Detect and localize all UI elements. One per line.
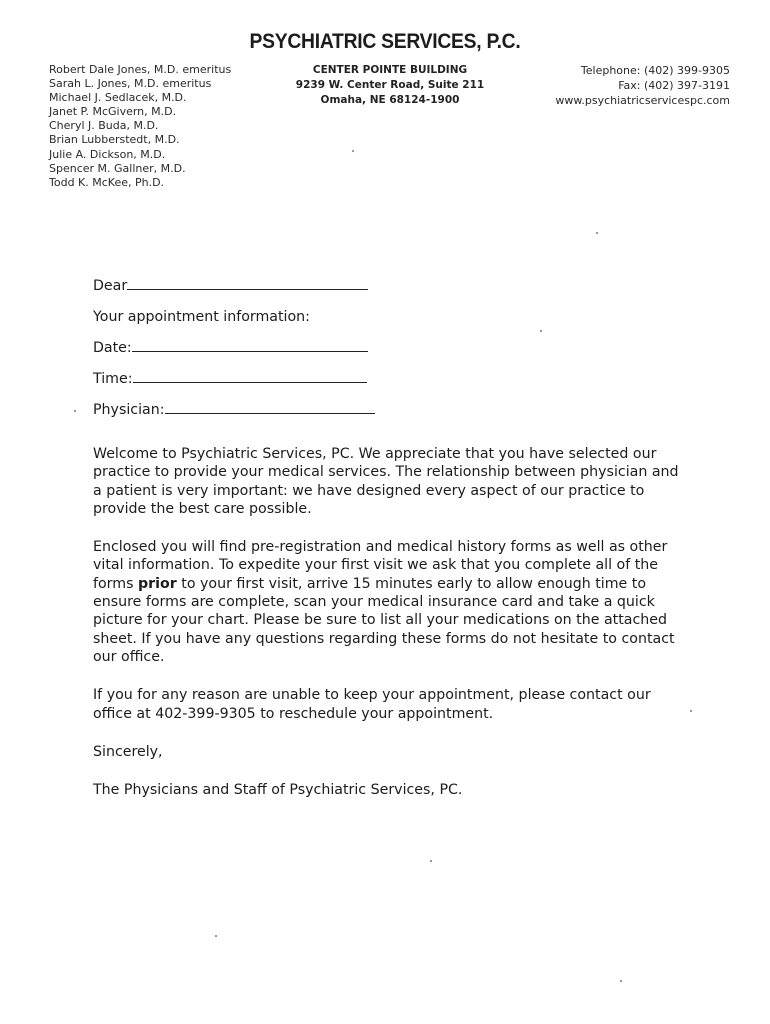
physician-blank[interactable] [165,400,375,414]
physician-field [93,400,683,431]
date-field [93,338,683,369]
website: www.psychiatricservicespc.com [555,94,730,107]
scan-speck [215,935,217,937]
scan-speck [596,232,598,234]
physician-name: Spencer M. Gallner, M.D. [49,161,186,175]
physician-name: Julie A. Dickson, M.D. [49,147,166,161]
dear-blank[interactable] [127,276,368,290]
physician-name: Sarah L. Jones, M.D. emeritus [49,77,212,91]
physician-name: Brian Lubberstedt, M.D. [49,133,180,147]
time-label: Time: [93,371,133,387]
date-blank[interactable] [132,338,368,352]
fax: Fax: (402) 397-3191 [618,79,730,92]
forms-text-after: to your first visit, arrive 15 minutes early to allow enough time to ensure forms are complete, scan your medical insurance card and take a quick picture for your chart. Please be sure to list all your medications on the attached sheet. If you have any questions regarding these forms do not hesitate to contact our office. [93,575,675,665]
physician-name: Todd K. McKee, Ph.D. [49,175,165,189]
prior-emphasis: prior [137,575,177,592]
appointment-heading: Your appointment information: [93,309,310,325]
physician-list [49,63,231,190]
dear-field [93,276,683,307]
telephone: Telephone: (402) 399-9305 [580,64,730,77]
physician-name: Cheryl J. Buda, M.D. [49,119,159,133]
letter-body [93,276,683,799]
time-field [93,369,683,400]
scan-speck [430,860,432,862]
physician-name: Janet P. McGivern, M.D. [49,105,177,119]
forms-text-before: Enclosed you will find pre-registration and medical history forms as well as other vital information. To expedite your first visit we ask that you complete all of the forms [93,539,668,592]
office-address [270,63,510,108]
physician-name: Michael J. Sedlacek, M.D. [49,91,187,105]
dear-label: Dear [93,278,128,294]
signature: The Physicians and Staff of Psychiatric Services, PC. [93,782,463,799]
physician-label: Physician: [93,402,165,418]
scan-speck [352,150,354,152]
forms-paragraph [93,538,683,666]
closing: Sincerely, [93,743,163,760]
reschedule-paragraph: If you for any reason are unable to keep your appointment, please contact our office at 402-399-9305 to reschedule your appointment. [93,687,651,722]
scan-speck [690,710,692,712]
date-label: Date: [93,340,132,356]
address-city: Omaha, NE 68124-1900 [320,94,460,106]
scan-speck [620,980,622,982]
time-blank[interactable] [133,369,367,383]
scan-speck [74,410,76,412]
scan-speck [540,330,542,332]
physician-name: Robert Dale Jones, M.D. emeritus [49,63,232,76]
address-street: 9239 W. Center Road, Suite 211 [295,79,485,91]
address-building: CENTER POINTE BUILDING [312,64,468,76]
practice-title: PSYCHIATRIC SERVICES, P.C. [249,30,521,53]
welcome-paragraph: Welcome to Psychiatric Services, PC. We appreciate that you have selected our practice to provide your medical services. The relationship between physician and a patient is very important: we have designed every aspect of our practice to provide the best care possible. [93,446,679,517]
contact-info [555,63,730,108]
